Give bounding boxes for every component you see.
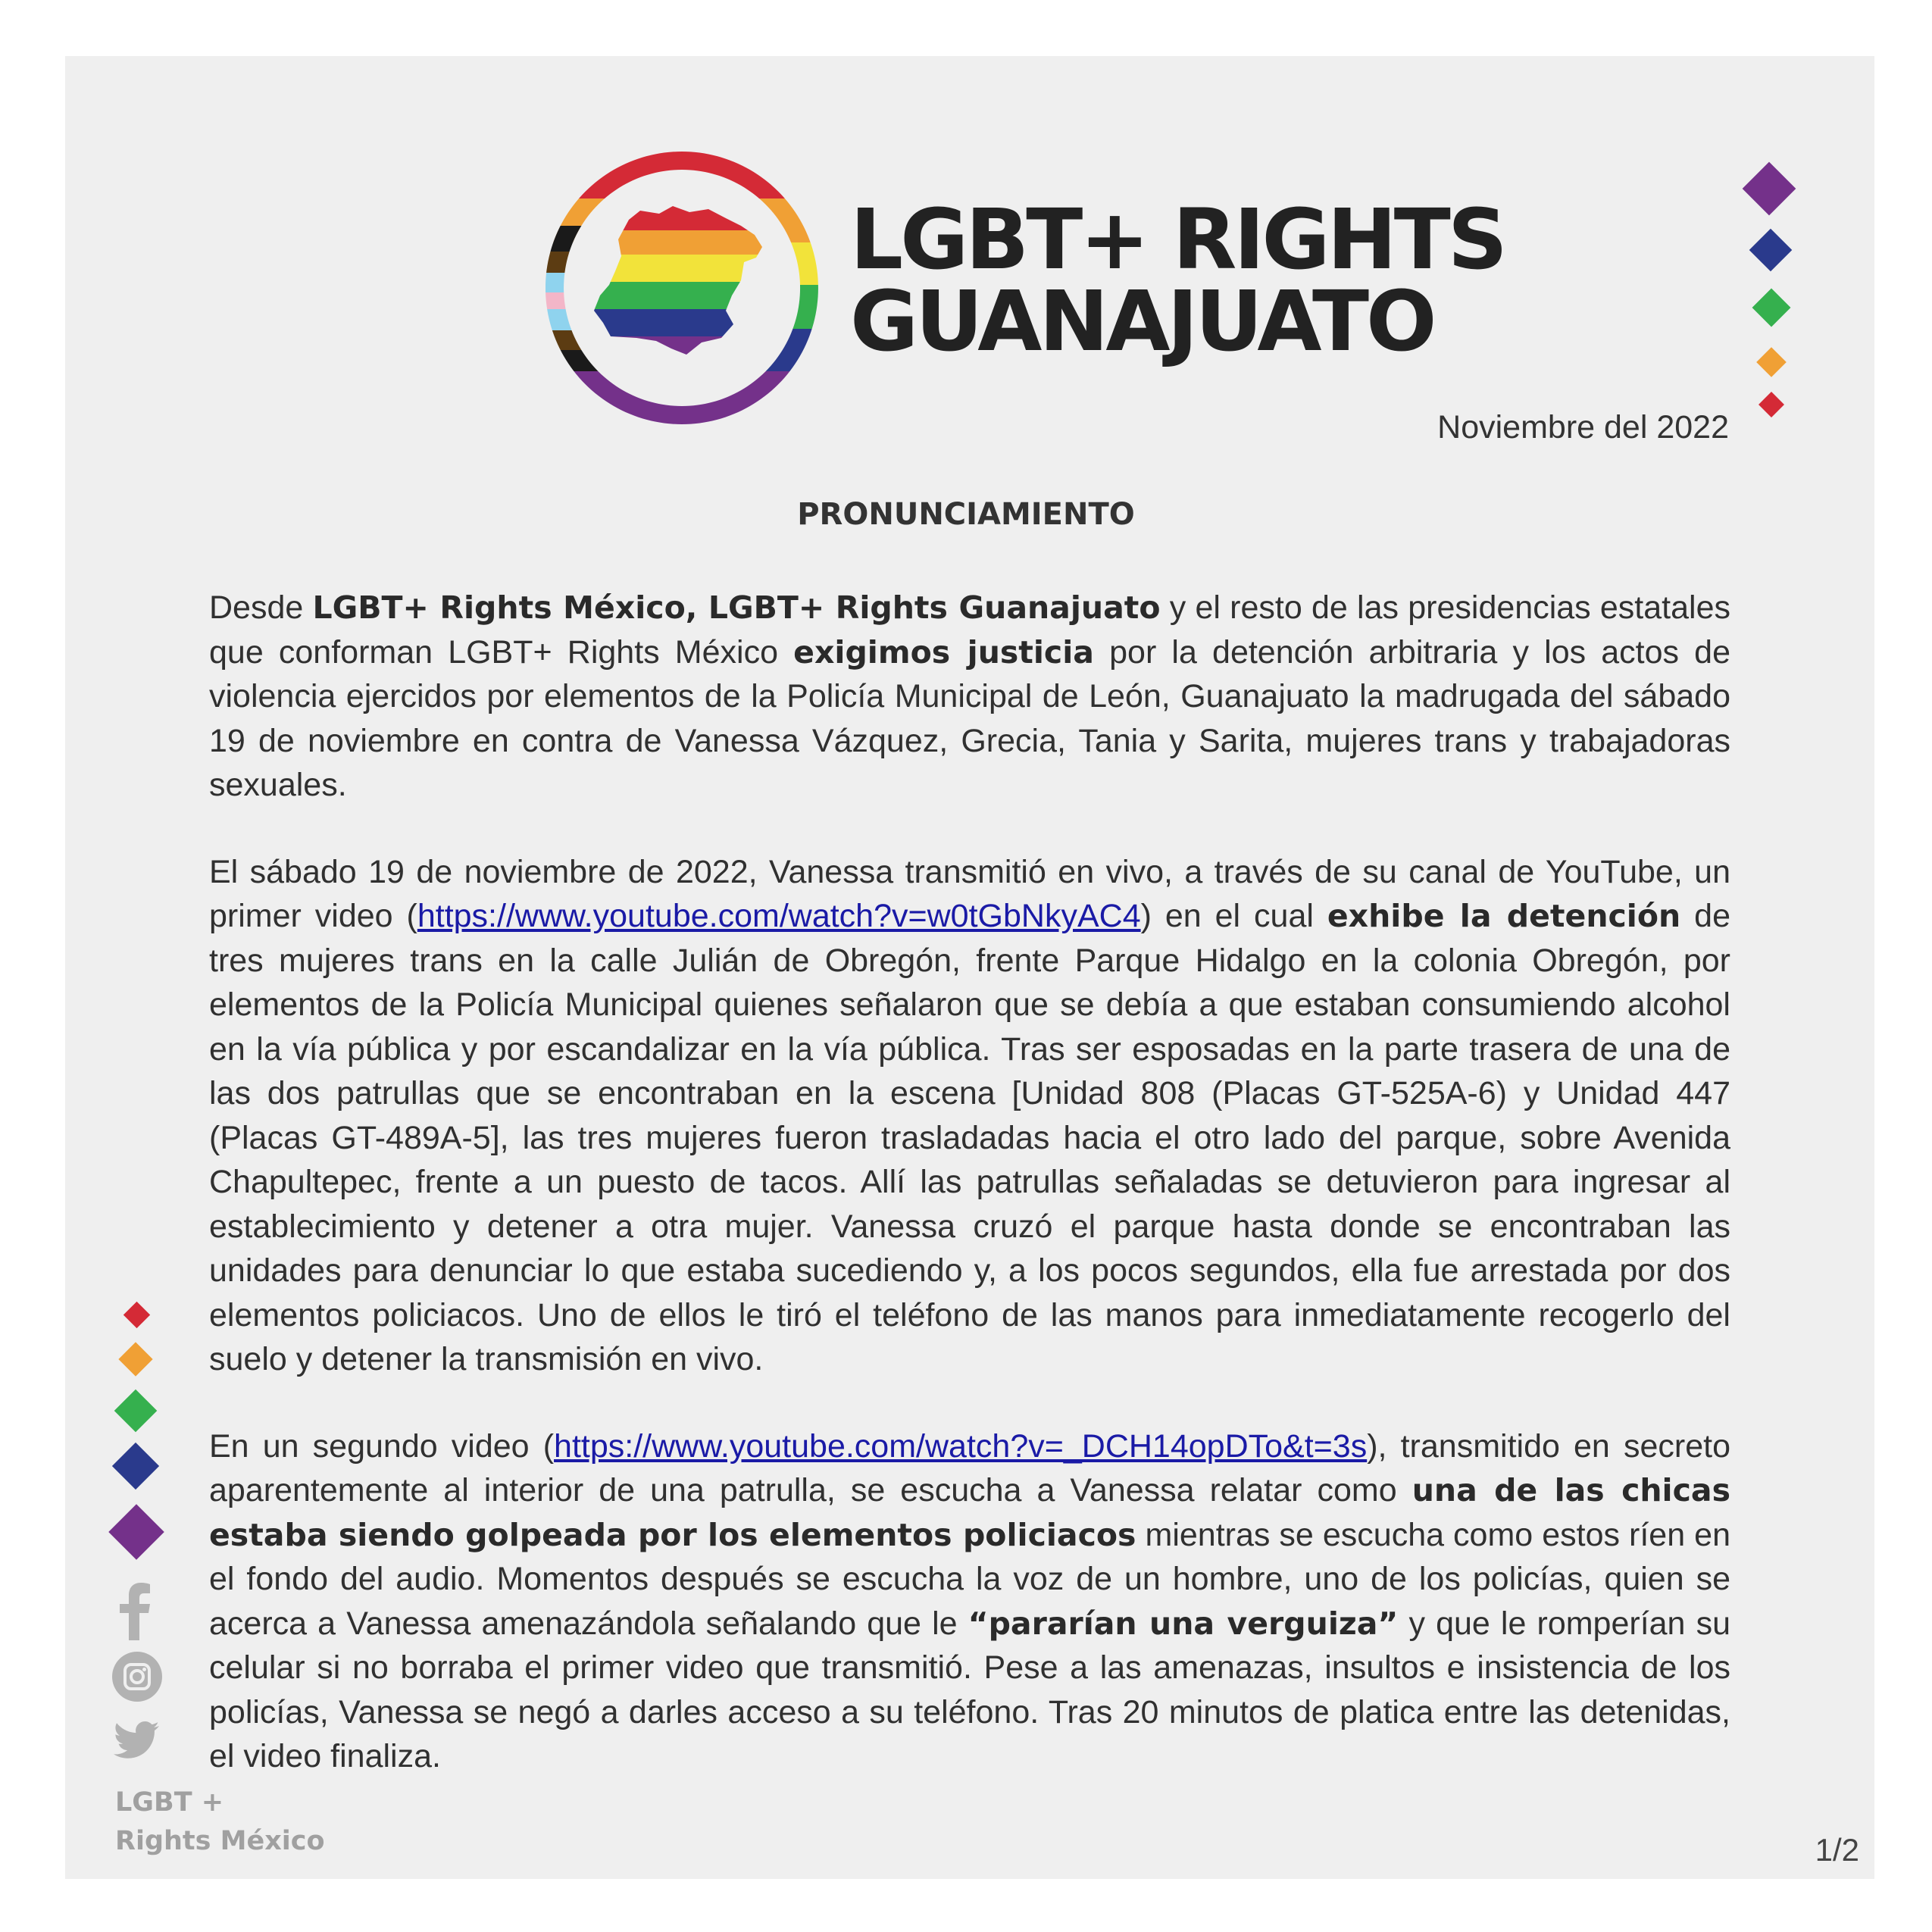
footer-brand-line-2: Rights México bbox=[115, 1826, 325, 1856]
paragraph-2 bbox=[209, 850, 1730, 1382]
brand-name bbox=[850, 191, 1505, 370]
youtube-link-2[interactable]: https://www.youtube.com/watch?v=_DCH14opDTo&t=3s bbox=[554, 1427, 1368, 1465]
facebook-icon[interactable] bbox=[111, 1580, 158, 1640]
text-run: ), transmitido en secreto aparentemente al interior de una patrulla, se escucha a Vanessa relatar como bbox=[209, 1427, 1730, 1508]
paragraph-3 bbox=[209, 1424, 1730, 1779]
bold-run: LGBT+ Rights México, LGBT+ Rights Guanajuato bbox=[312, 589, 1161, 626]
bold-run: “pararían una verguiza” bbox=[968, 1605, 1399, 1642]
brand-line-2: GUANAJUATO bbox=[850, 273, 1434, 370]
lgbt-rights-guanajuato-logo bbox=[546, 152, 818, 424]
twitter-icon[interactable] bbox=[114, 1721, 159, 1759]
document-date: Noviembre del 2022 bbox=[1437, 409, 1729, 445]
text-run: mientras se escucha como estos ríen en el fondo del audio. Momentos después se escucha la voz de un hombre, uno de los policías, quien se acerca a Vanessa amenazándola señalando que le bbox=[209, 1516, 1730, 1642]
text-run: El sábado 19 de noviembre de 2022, Vanessa transmitió en vivo, a través de su canal de YouTube, un primer video ( bbox=[209, 853, 1730, 934]
text-run: de tres mujeres trans en la calle Julián de Obregón, frente Parque Hidalgo en la colonia Obregón, por elementos de la Policía Municipal quienes señalaron que se debía a que estaban consumiendo alcohol en la vía pública y por escandalizar en la vía pública. Tras ser esposadas en la parte trasera de una de las dos patrullas que se encontraban en la escena [Unidad 808 (Placas GT-525A-6) y Unidad 447 (Placas GT-489A-5], las tres mujeres fueron trasladadas hacia el otro lado del parque, sobre Avenida Chapultepec, frente a un puesto de tacos. Allí las patrullas señaladas se detuvieron para ingresar al establecimiento y detener a otra mujer. Vanessa cruzó el parque hasta donde se encontraban las unidades para denunciar lo que estaba sucediendo y, a los pocos segundos, ella fue arrestada por dos elementos policiacos. Uno de ellos le tiró el teléfono de las manos para inmediatamente recogerlo del suelo y detener la transmisión en vivo. bbox=[209, 898, 1730, 1377]
text-run: En un segundo video ( bbox=[209, 1427, 555, 1465]
instagram-icon[interactable] bbox=[112, 1652, 162, 1702]
text-run: y el resto de las presidencias estatales que conforman LGBT+ Rights México bbox=[209, 589, 1730, 671]
bold-run: exigimos justicia bbox=[793, 633, 1094, 671]
text-run: Desde bbox=[209, 589, 313, 626]
body-text bbox=[209, 586, 1730, 1821]
paragraph-1 bbox=[209, 586, 1730, 808]
page-number: 1/2 bbox=[1815, 1832, 1859, 1868]
text-run: ) en el cual bbox=[1140, 898, 1327, 934]
youtube-link-1[interactable]: https://www.youtube.com/watch?v=w0tGbNkyAC4 bbox=[417, 898, 1141, 934]
bold-run: una de las chicas estaba siendo golpeada por los elementos policiacos bbox=[209, 1472, 1730, 1553]
bold-run: exhibe la detención bbox=[1327, 898, 1681, 934]
footer-brand-line-1: LGBT + bbox=[115, 1787, 224, 1818]
footer-brand bbox=[115, 1784, 325, 1861]
text-run: por la detención arbitraria y los actos de violencia ejercidos por elementos de la Policía Municipal de León, Guanajuato la madrugada del sábado 19 de noviembre en contra de Vanessa Vázquez, Grecia, Tania y Sarita, mujeres trans y trabajadoras sexuales. bbox=[209, 633, 1731, 803]
brand-line-1: LGBT+ RIGHTS bbox=[850, 191, 1505, 288]
text-run: y que le romperían su celular si no borraba el primer video que transmitió. Pese a las amenazas, insultos e insistencia de los policías, Vanessa se negó a darles acceso a su teléfono. Tras 20 minutos de platica entre las detenidas, el video finaliza. bbox=[209, 1605, 1730, 1774]
document-title: PRONUNCIAMIENTO bbox=[797, 497, 1135, 532]
